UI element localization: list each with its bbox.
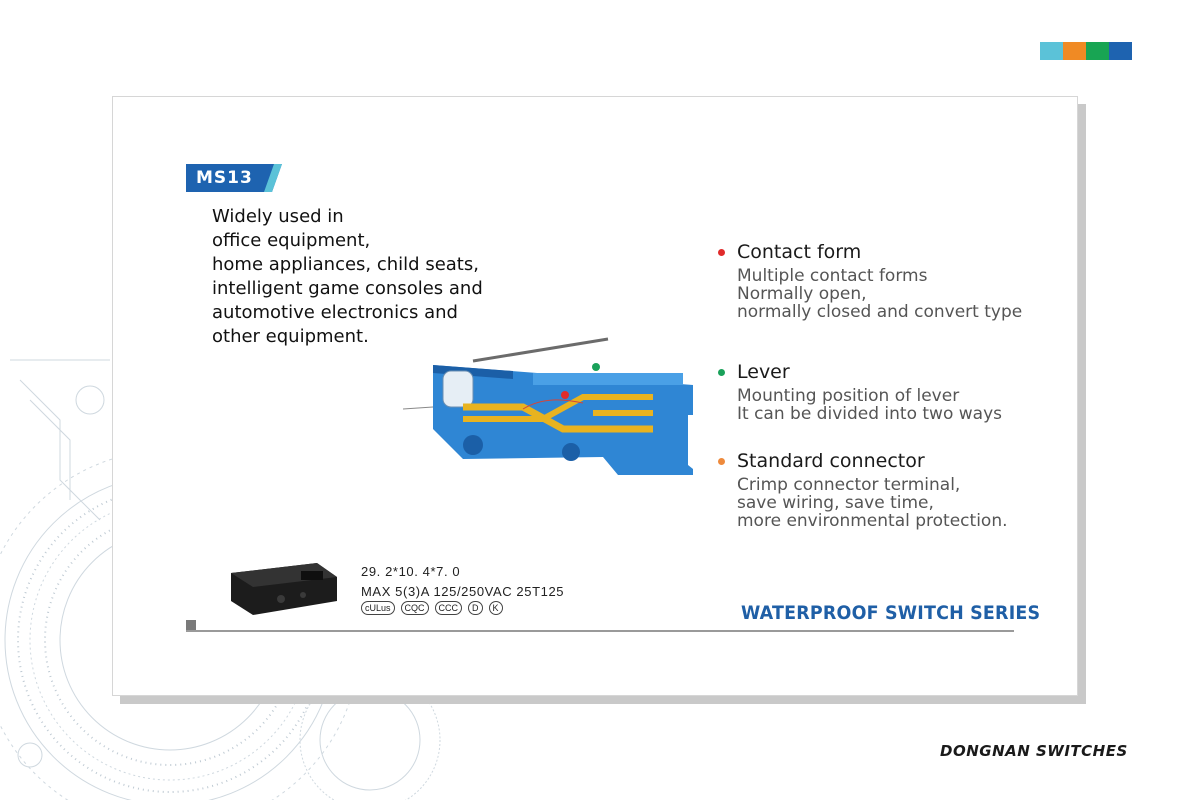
color-swatch-cyan xyxy=(1040,42,1063,60)
color-swatch-orange xyxy=(1063,42,1086,60)
series-title: WATERPROOF SWITCH SERIES xyxy=(741,602,1041,624)
feature-description xyxy=(737,267,1022,321)
feature-title: Lever xyxy=(737,361,790,383)
certification-marks xyxy=(361,601,503,615)
certification-mark: CQC xyxy=(401,601,429,615)
intro-line: intelligent game consoles and xyxy=(212,278,483,299)
product-card xyxy=(112,96,1078,696)
divider-marker xyxy=(186,620,196,630)
spec-rating: MAX 5(3)A 125/250VAC 25T125 xyxy=(361,584,565,599)
feature-description-line: Crimp connector terminal, xyxy=(737,475,961,495)
intro-text xyxy=(212,205,532,349)
feature-description-line: normally closed and convert type xyxy=(737,302,1023,322)
model-label: MS13 xyxy=(196,168,253,188)
intro-line: home appliances, child seats, xyxy=(212,254,479,275)
brand-color-strip xyxy=(1040,42,1132,60)
certification-mark: CCC xyxy=(435,601,463,615)
color-swatch-blue xyxy=(1109,42,1132,60)
spec-dimensions: 29. 2*10. 4*7. 0 xyxy=(361,564,461,579)
divider-line xyxy=(186,630,1014,632)
feature-description-line: more environmental protection. xyxy=(737,511,1008,531)
red-dot-icon xyxy=(718,249,725,256)
feature-title: Contact form xyxy=(737,241,862,263)
green-dot-icon xyxy=(718,369,725,376)
certification-mark: cULus xyxy=(361,601,395,615)
switch-product-photo xyxy=(229,557,339,619)
feature-description xyxy=(737,387,1002,423)
feature-description-line: Normally open, xyxy=(737,284,867,304)
certification-mark: D xyxy=(468,601,483,615)
intro-line: automotive electronics and xyxy=(212,302,458,323)
feature-description-line: save wiring, save time, xyxy=(737,493,934,513)
intro-line: office equipment, xyxy=(212,230,371,251)
color-swatch-green xyxy=(1086,42,1109,60)
intro-line: other equipment. xyxy=(212,326,369,347)
orange-dot-icon xyxy=(718,458,725,465)
feature-title: Standard connector xyxy=(737,450,925,472)
brand-logo-text: DONGNAN SWITCHES xyxy=(940,742,1128,760)
switch-cutaway-illustration xyxy=(403,337,703,487)
feature-description-line: It can be divided into two ways xyxy=(737,404,1003,424)
certification-mark: K xyxy=(489,601,503,615)
intro-line: Widely used in xyxy=(212,206,344,227)
feature-description-line: Mounting position of lever xyxy=(737,386,960,406)
feature-description-line: Multiple contact forms xyxy=(737,266,928,286)
feature-description xyxy=(737,476,1008,530)
